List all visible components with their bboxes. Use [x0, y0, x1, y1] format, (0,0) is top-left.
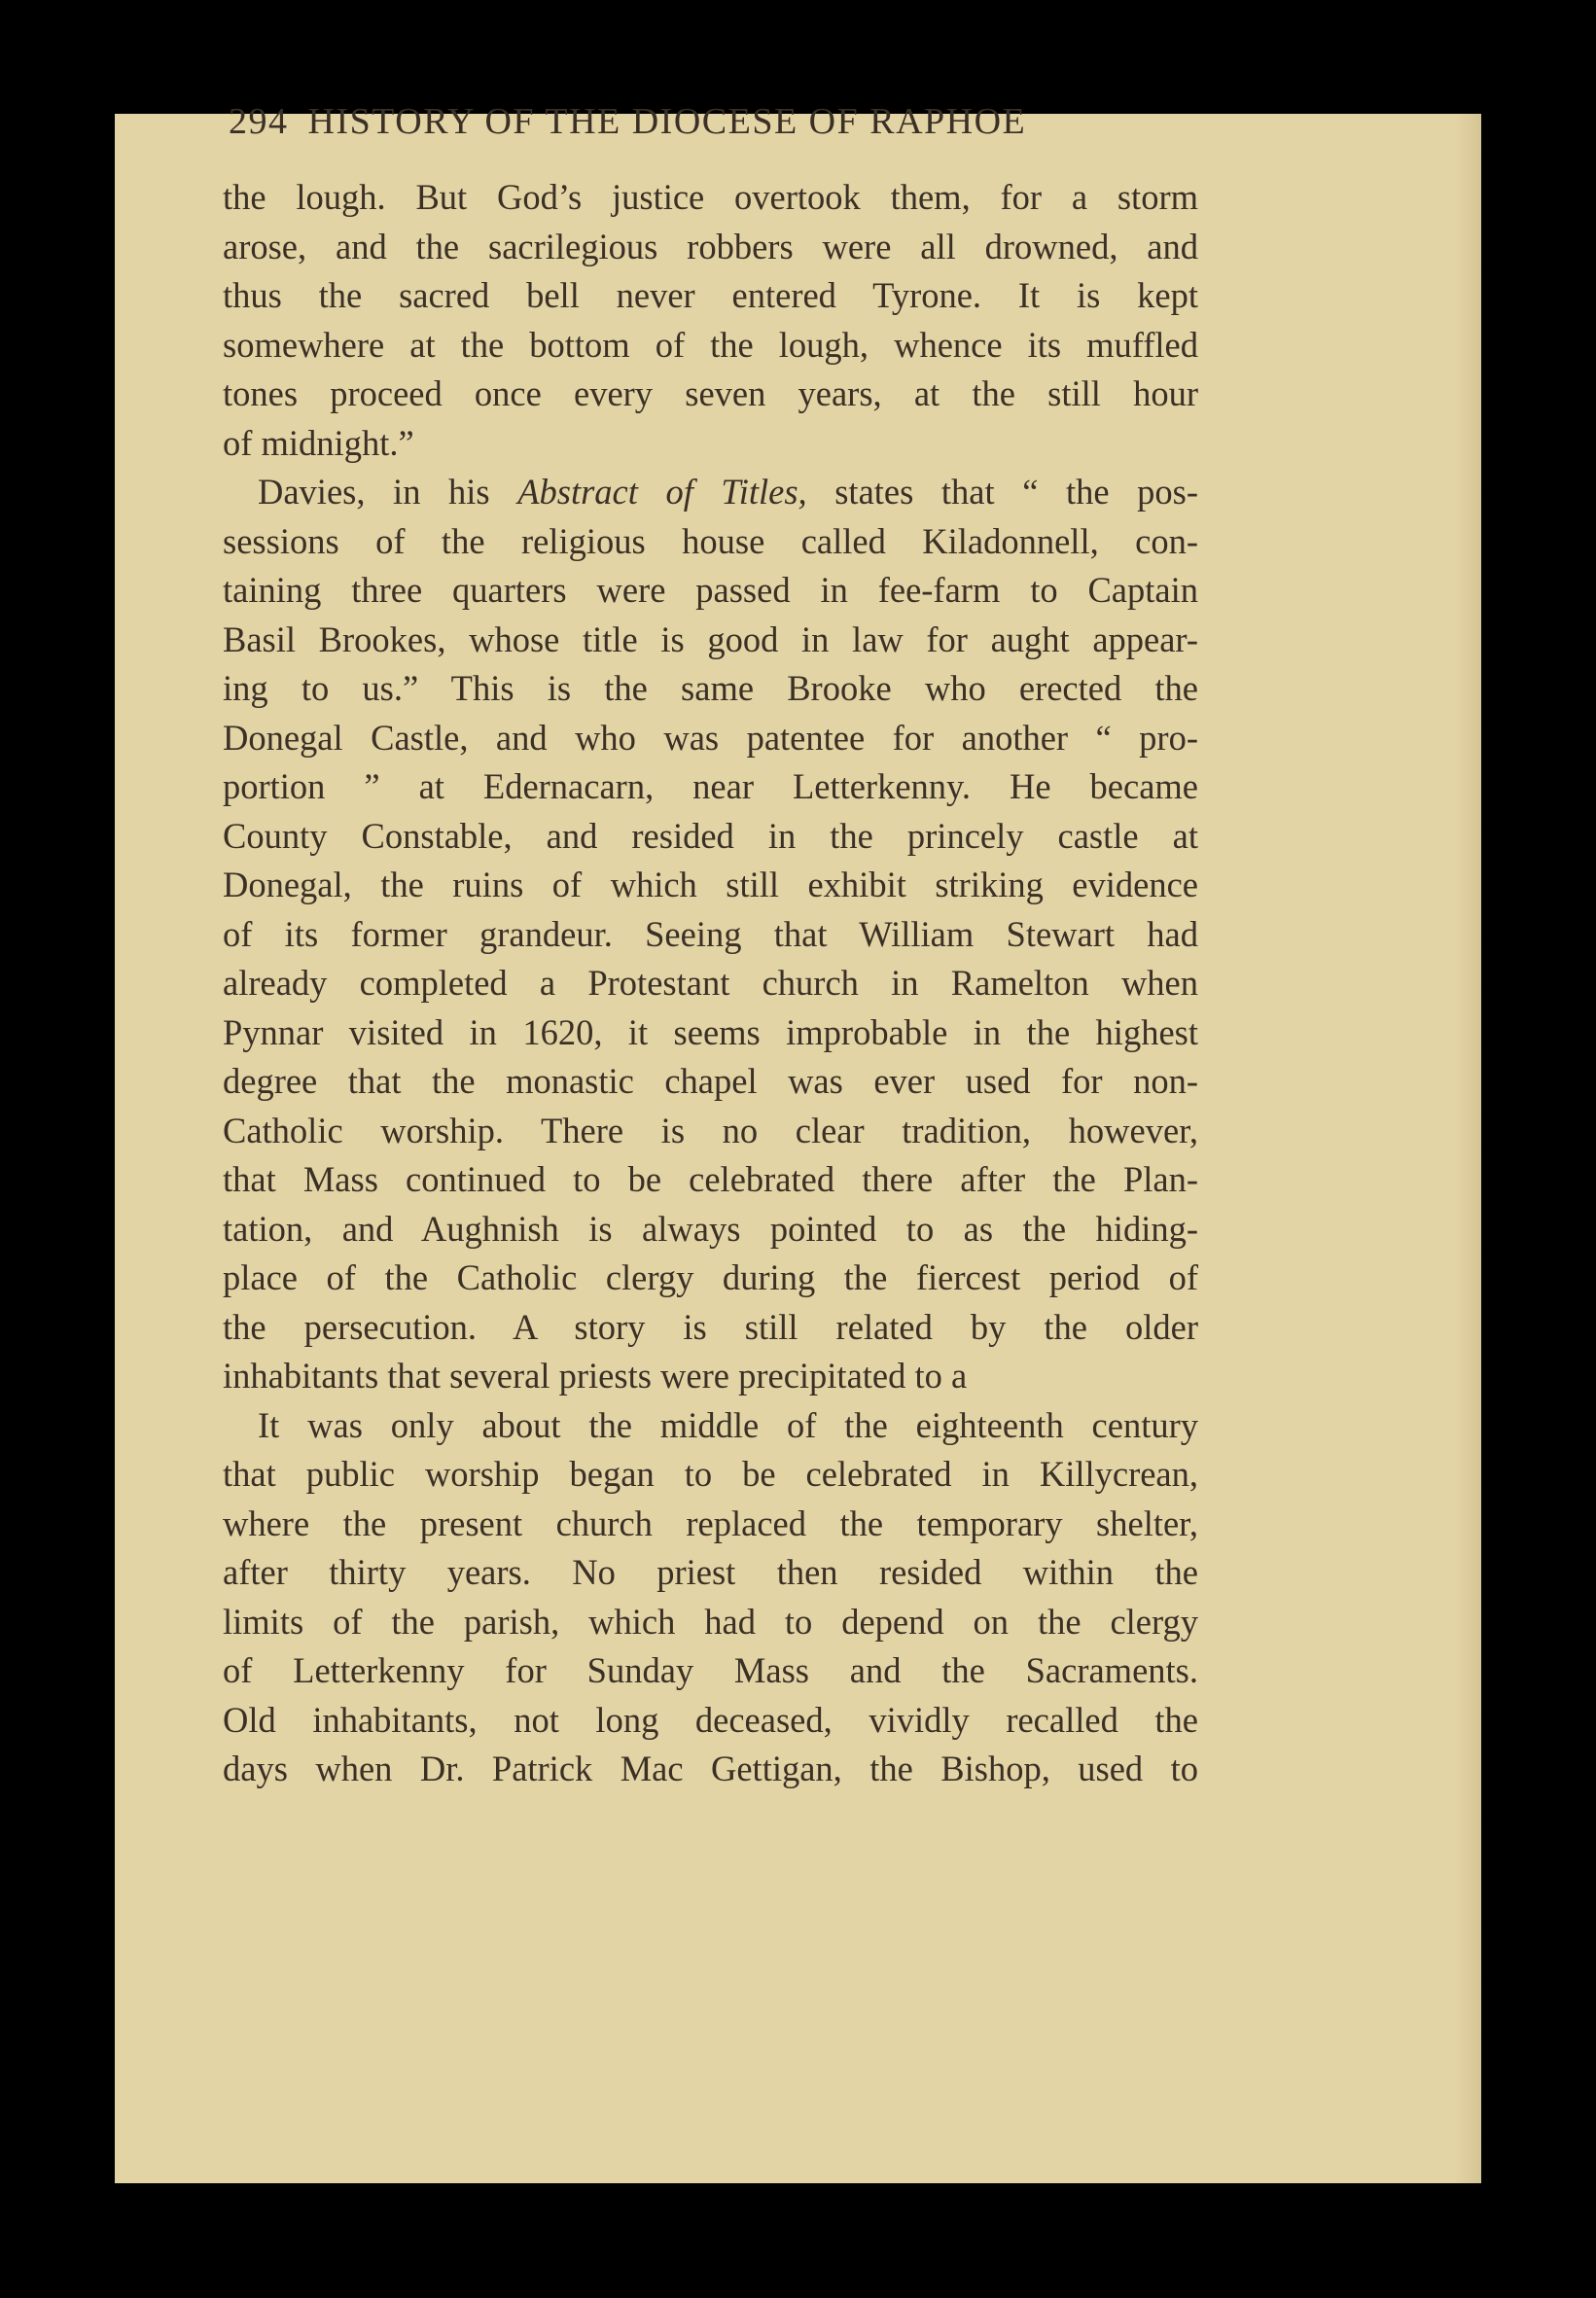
text-line: Pynnar visited in 1620, it seems improbable in the highest	[223, 1011, 1198, 1052]
text-line: arose, and the sacrilegious robbers were all drowned, and	[223, 226, 1198, 266]
text-line: that Mass continued to be celebrated there after the Plan-	[223, 1159, 1198, 1199]
text-run: states that “ the pos-	[806, 472, 1198, 512]
page-number: 294	[229, 101, 289, 142]
text-line: taining three quarters were passed in fee-farm to Captain	[223, 570, 1198, 610]
text-line: thus the sacred bell never entered Tyrone. It is kept	[223, 275, 1198, 315]
text-line: days when Dr. Patrick Mac Gettigan, the Bishop, used to	[223, 1749, 1198, 1788]
text-line: inhabitants that several priests were precipitated to a	[223, 1356, 968, 1396]
paragraph-2	[223, 468, 1198, 1401]
running-header	[229, 100, 1211, 159]
text-line: It was only about the middle of the eighteenth century	[258, 1404, 1198, 1445]
text-line: Old inhabitants, not long deceased, vividly recalled the	[223, 1699, 1198, 1740]
text-line: County Constable, and resided in the princely castle at	[223, 815, 1198, 856]
text-line: somewhere at the bottom of the lough, whence its muffled	[223, 324, 1198, 365]
text-line: degree that the monastic chapel was ever used for non-	[223, 1061, 1198, 1101]
text-line: Donegal Castle, and who was patentee for another “ pro-	[223, 717, 1198, 758]
paragraph-3	[223, 1401, 1198, 1794]
text-line: where the present church replaced the temporary shelter,	[223, 1503, 1198, 1543]
text-line: tation, and Aughnish is always pointed to as the hiding-	[223, 1208, 1198, 1249]
text-line	[223, 468, 1198, 517]
text-line: Donegal, the ruins of which still exhibit striking evidence	[223, 865, 1198, 904]
body-text	[223, 173, 1198, 1794]
text-line: the persecution. A story is still related by the older	[223, 1306, 1198, 1347]
text-run: Davies, in his	[258, 472, 518, 512]
running-title: HISTORY OF THE DIOCESE OF RAPHOE	[307, 101, 1027, 142]
text-line: of its former grandeur. Seeing that William Stewart had	[223, 913, 1198, 954]
text-line: Basil Brookes, whose title is good in law for aught appear-	[223, 619, 1198, 659]
text-line: place of the Catholic clergy during the fiercest period of	[223, 1257, 1198, 1297]
text-line: the lough. But God’s justice overtook them, for a storm	[223, 177, 1198, 217]
book-title: Abstract of Titles,	[517, 472, 807, 512]
text-line: sessions of the religious house called Kiladonnell, con-	[223, 520, 1198, 561]
text-line: limits of the parish, which had to depend on the clergy	[223, 1601, 1198, 1642]
text-line: portion ” at Edernacarn, near Letterkenny. He became	[223, 766, 1198, 806]
text-line: that public worship began to be celebrated in Killycrean,	[223, 1454, 1198, 1494]
text-line: already completed a Protestant church in Ramelton when	[223, 963, 1198, 1003]
text-line: tones proceed once every seven years, at the still hour	[223, 373, 1198, 413]
page-edge-shadow	[1454, 114, 1481, 2183]
text-line: of Letterkenny for Sunday Mass and the Sacraments.	[223, 1650, 1198, 1690]
text-line: of midnight.”	[223, 422, 414, 463]
text-line: after thirty years. No priest then resided within the	[223, 1552, 1198, 1592]
text-line: ing to us.” This is the same Brooke who erected the	[223, 668, 1198, 708]
paragraph-1	[223, 173, 1198, 468]
text-line: Catholic worship. There is no clear tradition, however,	[223, 1110, 1198, 1150]
